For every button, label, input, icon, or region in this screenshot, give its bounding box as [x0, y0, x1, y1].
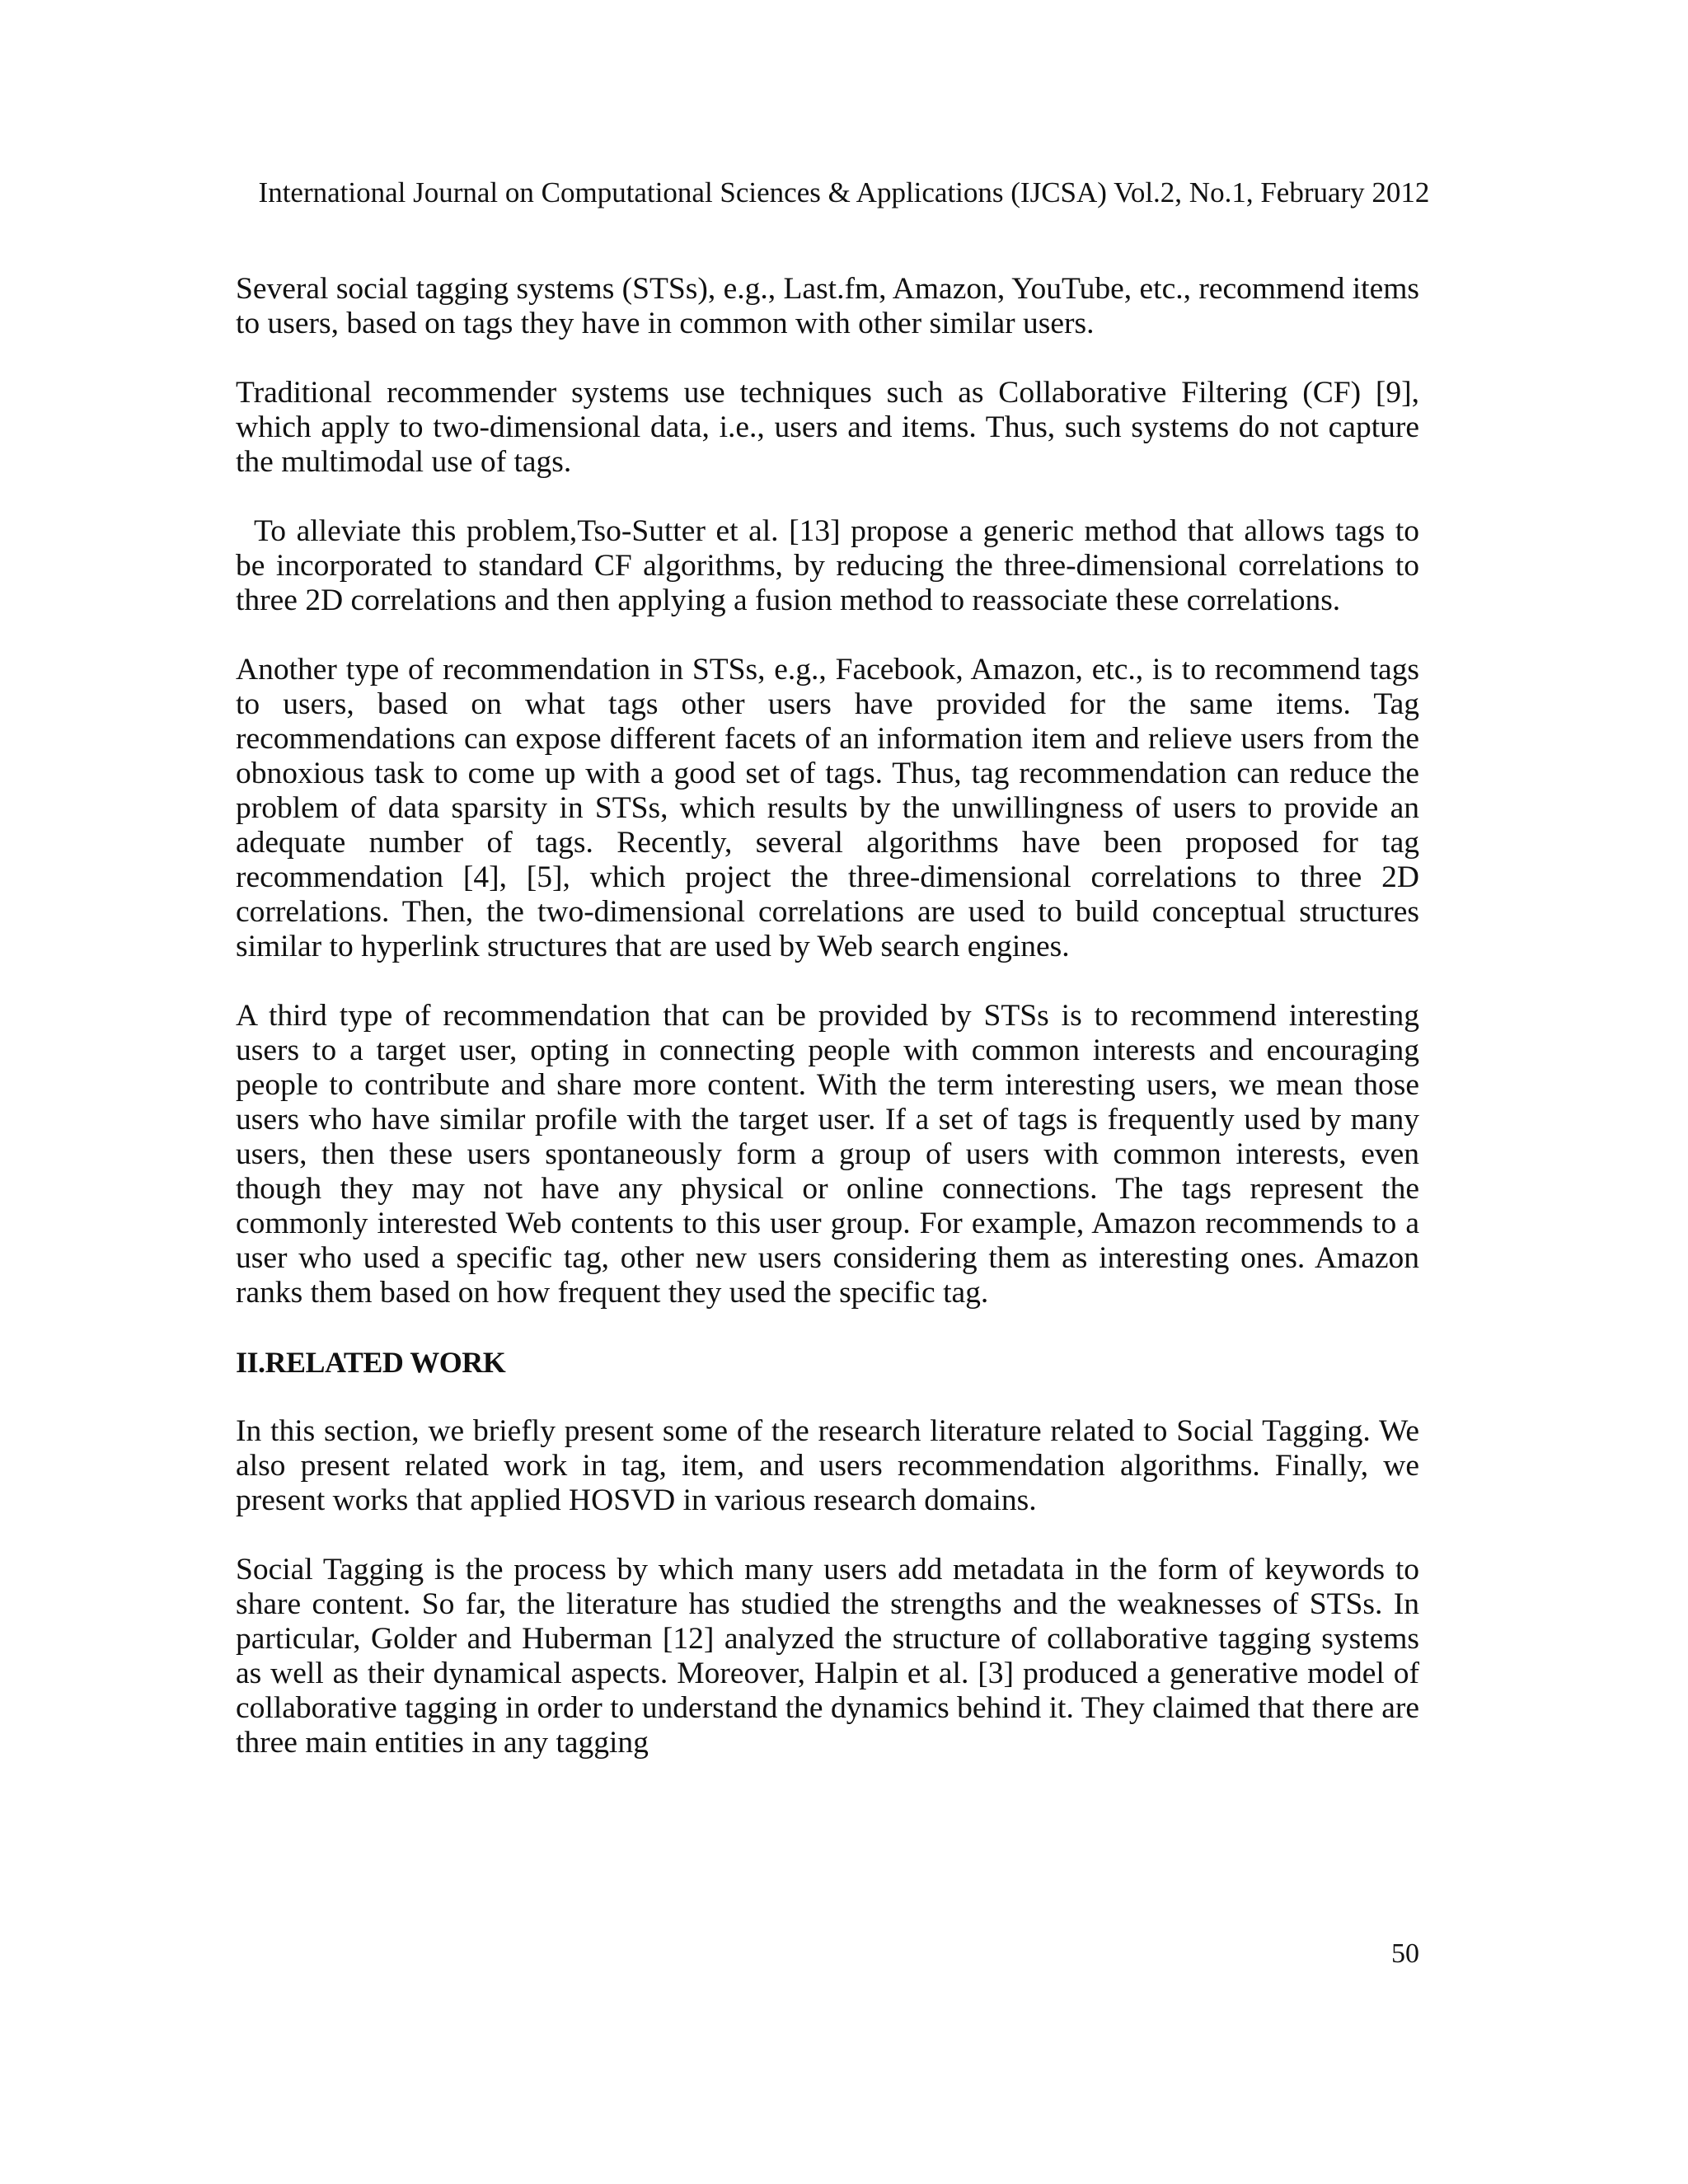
paragraph-related-work-overview: In this section, we briefly present some of the research literature related to Social Tagging. We also present related work in tag, item, and users recommendation algorithms. Finally, we present works that applied HOSVD in various research domains.	[236, 1414, 1419, 1517]
body-text	[236, 272, 1419, 1795]
paragraph-traditional-recommenders: Traditional recommender systems use techniques such as Collaborative Filtering (CF) [9], which apply to two-dimensional data, i.e., users and items. Thus, such systems do not capture the multimodal use of tags.	[236, 376, 1419, 479]
paragraph-user-recommendation: A third type of recommendation that can be provided by STSs is to recommend interesting users to a target user, opting in connecting people with common interests and encouraging people to contribute and share more content. With the term interesting users, we mean those users who have similar profile with the target user. If a set of tags is frequently used by many users, then these users spontaneously form a group of users with common interests, even though they may not have any physical or online connections. The tags represent the commonly interested Web contents to this user group. For example, Amazon recommends to a user who used a specific tag, other new users considering them as interesting ones. Amazon ranks them based on how frequent they used the specific tag.	[236, 999, 1419, 1310]
paragraph-stss-intro: Several social tagging systems (STSs), e.g., Last.fm, Amazon, YouTube, etc., recommend items to users, based on tags they have in common with other similar users.	[236, 272, 1419, 340]
running-header: International Journal on Computational Sciences & Applications (IJCSA) Vol.2, No.1, February 2012	[258, 176, 1430, 209]
paragraph-tso-sutter: To alleviate this problem,Tso-Sutter et al. [13] propose a generic method that allows tags to be incorporated to standard CF algorithms, by reducing the three-dimensional correlations to three 2D correlations and then applying a fusion method to reassociate these correlations.	[236, 514, 1419, 617]
paragraph-tag-recommendation: Another type of recommendation in STSs, e.g., Facebook, Amazon, etc., is to recommend tags to users, based on what tags other users have provided for the same items. Tag recommendations can expose different facets of an information item and relieve users from the obnoxious task to come up with a good set of tags. Thus, tag recommendation can reduce the problem of data sparsity in STSs, which results by the unwillingness of users to provide an adequate number of tags. Recently, several algorithms have been proposed for tag recommendation [4], [5], which project the three-dimensional correlations to three 2D correlations. Then, the two-dimensional correlations are used to build conceptual structures similar to hyperlink structures that are used by Web search engines.	[236, 653, 1419, 963]
page-number: 50	[1391, 1938, 1419, 1969]
section-heading-related-work: II.RELATED WORK	[236, 1346, 506, 1379]
paragraph-social-tagging: Social Tagging is the process by which many users add metadata in the form of keywords to share content. So far, the literature has studied the strengths and the weaknesses of STSs. In particular, Golder and Huberman [12] analyzed the structure of collaborative tagging systems as well as their dynamical aspects. Moreover, Halpin et al. [3] produced a generative model of collaborative tagging in order to understand the dynamics behind it. They claimed that there are three main entities in any tagging	[236, 1553, 1419, 1760]
